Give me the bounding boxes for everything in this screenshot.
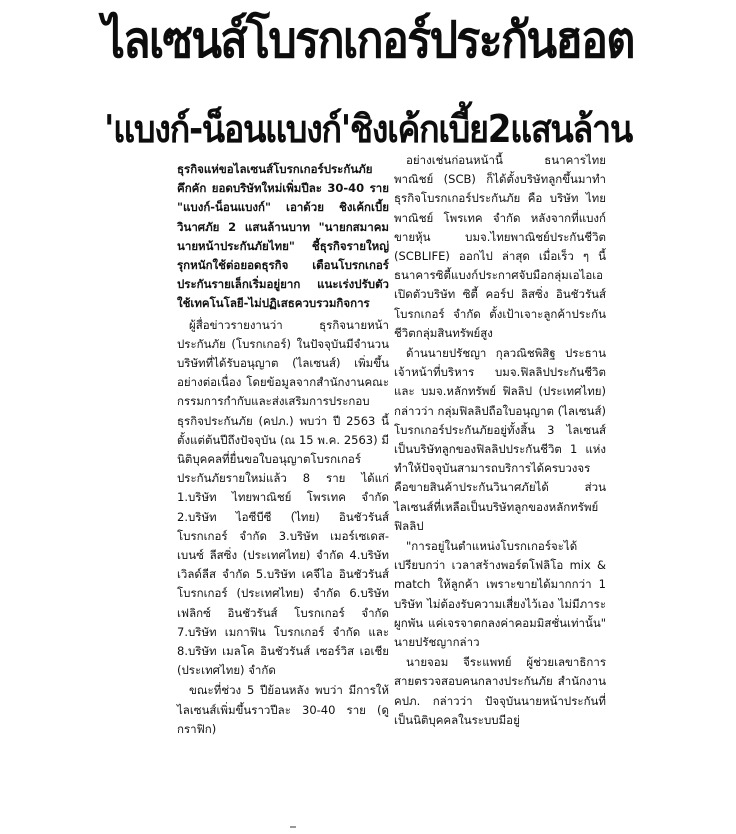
article-paragraph: ขณะที่ช่วง 5 ปีย้อนหลัง พบว่า มีการให้ไลเซนส์เพิ่มขึ้นราวปีละ 30-40 ราย (ดูกราฟิก) — [177, 683, 389, 736]
article-column-left — [177, 160, 389, 740]
article-paragraph: อย่างเช่นก่อนหน้านี้ ธนาคารไทยพาณิชย์ (SCB) ก็ได้ตั้งบริษัทลูกขึ้นมาทำธุรกิจโบรกเกอร์ประกันภัย คือ บริษัท ไทยพาณิชย์ โพรเทค จำกัด หลังจากที่แบงก์ขายหุ้น บมจ.ไทยพาณิชย์ประกันชีวิต (SCBLIFE) ออกไป ล่าสุด เมื่อเร็ว ๆ นี้ ธนาคารซิตี้แบงก์ประกาศจับมือกลุ่มเอไอเอ เปิดตัวบริษัท ซิตี้ คอร์ป ลิสซิ่ง อินชัวรันส์ โบรกเกอร์ จำกัด ตั้งเป้าเจาะลูกค้าประกันชีวิตกลุ่มสินทรัพย์สูง — [394, 153, 606, 340]
page-mark — [290, 826, 296, 828]
article-quote: "การอยู่ในตำแหน่งโบรกเกอร์จะได้เปรียบกว่า เวลาสร้างพอร์ตโฟลิโอ mix & match ให้ลูกค้า เพราะขายได้มากกว่า 1 บริษัท ไม่ต้องรับความเสี่ยงไว้เอง ไม่มีภาระผูกพัน แค่เจรจาตกลงค่าคอมมิสชั่นเท่านั้น" นายปรัชญากล่าว — [394, 539, 606, 650]
article-paragraph: นายจอม จีระแพทย์ ผู้ช่วยเลขาธิการ สายตรวจสอบคนกลางประกันภัย สำนักงาน คปภ. กล่าวว่า ปัจจุบันนายหน้าประกันที่เป็นนิติบุคคลในระบบมีอยู่ — [394, 655, 606, 727]
headline-main: ไลเซนส์โบรกเกอร์ประกันฮอต — [102, 11, 634, 69]
article-column-right — [394, 151, 606, 731]
article-lead: ธุรกิจแห่ขอไลเซนส์โบรกเกอร์ประกันภัยคึกคัก ยอดบริษัทใหม่เพิ่มปีละ 30-40 ราย "แบงก์-น็อนแบงก์" เอาด้วย ชิงเค้กเบี้ยวินาศภัย 2 แสนล้านบาท "นายกสมาคมนายหน้าประกันภัยไทย" ชี้ธุรกิจรายใหญ่รุกหนักใช้ต่อยอดธุรกิจ เตือนโบรกเกอร์ประกันรายเล็กเริ่มอยู่ยาก แนะเร่งปรับตัวใช้เทคโนโลยี-ไม่ปฏิเสธควบรวมกิจการ — [177, 162, 389, 311]
headline-sub: 'แบงก์-น็อนแบงก์'ชิงเค้กเบี้ย2แสนล้าน — [104, 107, 632, 151]
article-paragraph: ด้านนายปรัชญา กุลวณิชพิสิฐ ประธานเจ้าหน้าที่บริหาร บมจ.ฟิลลิปประกันชีวิต และ บมจ.หลักทรัพย์ ฟิลลิป (ประเทศไทย) กล่าวว่า กลุ่มฟิลลิปถือใบอนุญาต (ไลเซนส์) โบรกเกอร์ประกันภัยอยู่ทั้งสิ้น 3 ไลเซนส์ เป็นบริษัทลูกของฟิลลิปประกันชีวิต 1 แห่ง ทำให้ปัจจุบันสามารถบริการได้ครบวงจร คือขายสินค้าประกันวินาศภัยได้ ส่วนไลเซนส์ที่เหลือเป็นบริษัทลูกของหลักทรัพย์ ฟิลลิป — [394, 346, 606, 533]
article-paragraph: ผู้สื่อข่าวรายงานว่า ธุรกิจนายหน้าประกันภัย (โบรกเกอร์) ในปัจจุบันมีจำนวนบริษัทที่ได้รับอนุญาต (ไลเซนส์) เพิ่มขึ้นอย่างต่อเนื่อง โดยข้อมูลจากสำนักงานคณะกรรมการกำกับและส่งเสริมการประกอบธุรกิจประกันภัย (คปภ.) พบว่า ปี 2563 นี้ ตั้งแต่ต้นปีถึงปัจจุบัน (ณ 15 พ.ค. 2563) มีนิติบุคคลที่ยื่นขอใบอนุญาตโบรกเกอร์ประกันภัยรายใหม่แล้ว 8 ราย ได้แก่ 1.บริษัท ไทยพาณิชย์ โพรเทค จำกัด 2.บริษัท ไอซีบีซี (ไทย) อินชัวรันส์ โบรกเกอร์ จำกัด 3.บริษัท เมอร์เซเดส-เบนซ์ ลีสซิ่ง (ประเทศไทย) จำกัด 4.บริษัท เวิลด์ลีส จำกัด 5.บริษัท เคจีไอ อินชัวรันส์ โบรกเกอร์ (ประเทศไทย) จำกัด 6.บริษัท เฟลิกซ์ อินชัวรันส์ โบรกเกอร์ จำกัด 7.บริษัท เมกาฟิน โบรกเกอร์ จำกัด และ 8.บริษัท เมลโค อินชัวรันส์ เซอร์วิส เอเชีย (ประเทศไทย) จำกัด — [177, 317, 389, 678]
